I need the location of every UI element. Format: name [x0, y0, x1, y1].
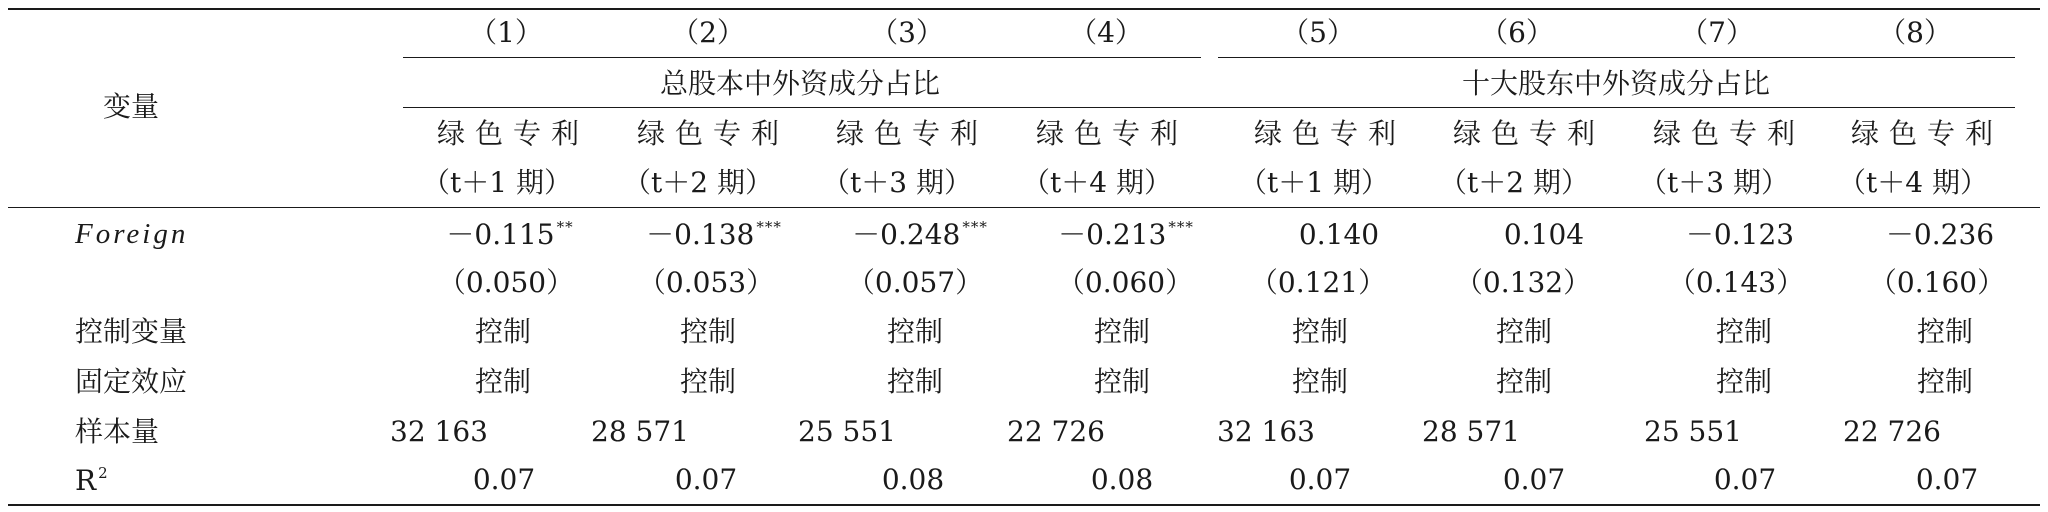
standard-error-cell: （0.057） [846, 266, 984, 299]
standard-error-cell: （0.060） [1056, 266, 1194, 299]
sample-size-cell: 28 571 [591, 415, 689, 448]
coefficient-cell: －0.213 *** [1058, 218, 1194, 251]
column-number: （7） [1680, 16, 1754, 49]
r-squared-cell: 0.08 [881, 463, 945, 496]
standard-error-cell: （0.160） [1868, 266, 2006, 299]
row-label-sample-size: 样本量 [75, 415, 160, 448]
period-label: （t＋3 期） [822, 166, 972, 199]
r-squared-cell: 0.07 [472, 463, 536, 496]
dependent-variable-label: 绿色专利 [1452, 117, 1606, 150]
standard-error-cell: （0.053） [637, 266, 775, 299]
period-label: （t＋3 期） [1639, 166, 1789, 199]
column-number: （5） [1281, 16, 1355, 49]
controls-cell: 控制 [1916, 315, 1974, 348]
controls-cell: 控制 [1495, 315, 1553, 348]
controls-cell: 控制 [886, 315, 944, 348]
coefficient-cell: －0.248 *** [852, 218, 988, 251]
controls-cell: 控制 [1291, 315, 1349, 348]
fixed-effects-cell: 控制 [886, 365, 944, 398]
r-squared-cell: 0.07 [1288, 463, 1352, 496]
r-squared-cell: 0.07 [1915, 463, 1979, 496]
controls-cell: 控制 [474, 315, 532, 348]
row-label-foreign: Foreign [75, 218, 189, 250]
controls-cell: 控制 [1093, 315, 1151, 348]
r-squared-cell: 0.07 [674, 463, 738, 496]
period-label: （t＋4 期） [1022, 166, 1172, 199]
coefficient-cell: －0.123 [1685, 218, 1795, 251]
sample-size-cell: 22 726 [1007, 415, 1105, 448]
fixed-effects-cell: 控制 [679, 365, 737, 398]
sample-size-cell: 22 726 [1843, 415, 1941, 448]
row-label-r-squared: R $^2$ [75, 464, 109, 497]
column-number: （4） [1069, 16, 1143, 49]
standard-error-cell: （0.121） [1249, 266, 1387, 299]
controls-cell: 控制 [1715, 315, 1773, 348]
column-number: （3） [870, 16, 944, 49]
dependent-variable-label: 绿色专利 [636, 117, 790, 150]
standard-error-cell: （0.050） [437, 266, 575, 299]
coefficient-cell: －0.138 *** [646, 218, 782, 251]
coefficient-cell: 0.140 [1298, 218, 1380, 251]
r-squared-cell: 0.08 [1090, 463, 1154, 496]
fixed-effects-cell: 控制 [1495, 365, 1553, 398]
fixed-effects-cell: 控制 [1916, 365, 1974, 398]
fixed-effects-cell: 控制 [1291, 365, 1349, 398]
coefficient-cell: 0.104 [1503, 218, 1585, 251]
r-squared-cell: 0.07 [1502, 463, 1566, 496]
fixed-effects-cell: 控制 [1093, 365, 1151, 398]
coefficient-cell: －0.236 [1885, 218, 1995, 251]
dependent-variable-label: 绿色专利 [1850, 117, 2004, 150]
header-bottom-rule [8, 207, 2040, 208]
sample-size-cell: 32 163 [390, 415, 488, 448]
fixed-effects-cell: 控制 [474, 365, 532, 398]
column-number: （6） [1480, 16, 1554, 49]
subgroup-rule [403, 107, 2015, 108]
dependent-variable-label: 绿色专利 [835, 117, 989, 150]
group-header-top-ten-share: 十大股东中外资成分占比 [1461, 67, 1771, 100]
sample-size-cell: 25 551 [1644, 415, 1742, 448]
top-rule [8, 8, 2040, 10]
sample-size-cell: 32 163 [1217, 415, 1315, 448]
dependent-variable-label: 绿色专利 [1652, 117, 1806, 150]
dependent-variable-label: 绿色专利 [1035, 117, 1189, 150]
row-label-controls: 控制变量 [75, 315, 188, 348]
r-squared-cell: 0.07 [1713, 463, 1777, 496]
standard-error-cell: （0.143） [1667, 266, 1805, 299]
column-number: （1） [469, 16, 543, 49]
group-header-total-share: 总股本中外资成分占比 [659, 67, 941, 100]
period-label: （t＋4 期） [1838, 166, 1988, 199]
standard-error-cell: （0.132） [1454, 266, 1592, 299]
column-number: （2） [671, 16, 745, 49]
variable-header: 变量 [103, 90, 160, 123]
controls-cell: 控制 [679, 315, 737, 348]
bottom-rule [8, 504, 2040, 506]
period-label: （t＋1 期） [422, 166, 572, 199]
fixed-effects-cell: 控制 [1715, 365, 1773, 398]
sample-size-cell: 25 551 [798, 415, 896, 448]
row-label-fixed-effects: 固定效应 [75, 365, 188, 398]
sample-size-cell: 28 571 [1422, 415, 1520, 448]
dependent-variable-label: 绿色专利 [1253, 117, 1407, 150]
group-rule-right [1218, 57, 2015, 58]
period-label: （t＋2 期） [1439, 166, 1589, 199]
group-rule-left [403, 57, 1201, 58]
period-label: （t＋2 期） [623, 166, 773, 199]
coefficient-cell: －0.115 ** [446, 218, 574, 251]
column-number: （8） [1878, 16, 1952, 49]
period-label: （t＋1 期） [1239, 166, 1389, 199]
dependent-variable-label: 绿色专利 [436, 117, 590, 150]
